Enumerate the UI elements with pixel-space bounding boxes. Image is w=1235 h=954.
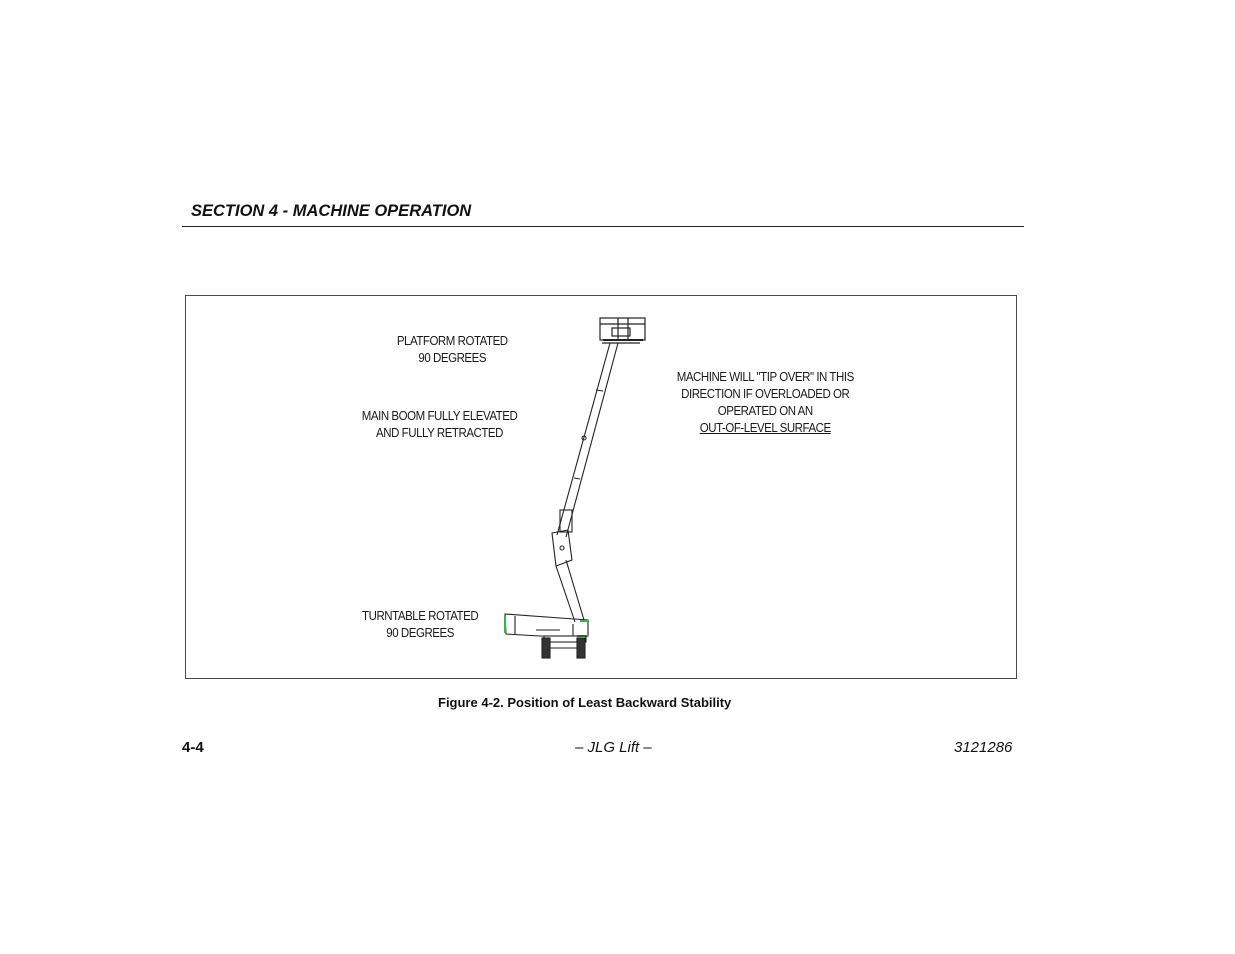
section-title: SECTION 4 - MACHINE OPERATION: [191, 202, 472, 220]
document-number: 3121286: [954, 739, 1013, 756]
turntable-rotated-label: TURNTABLE ROTATED 90 DEGREES: [362, 609, 479, 640]
turntable: [505, 614, 588, 636]
tip-over-warning-label: MACHINE WILL "TIP OVER" IN THIS DIRECTION IF OVERLOADED OR OPERATED ON AN OUT-OF-LEVEL SURFACE: [676, 370, 854, 435]
footer-brand: – JLG Lift –: [575, 739, 652, 756]
chassis-wheels: [542, 636, 586, 658]
page-number: 4-4: [182, 739, 204, 756]
lower-boom: [552, 530, 584, 622]
main-boom: [557, 343, 618, 537]
main-boom-label: MAIN BOOM FULLY ELEVATED AND FULLY RETRACTED: [361, 409, 518, 440]
figure-caption: Figure 4-2. Position of Least Backward Stability: [438, 695, 732, 710]
platform-rotated-label: PLATFORM ROTATED 90 DEGREES: [396, 334, 508, 365]
platform-basket: [600, 318, 645, 343]
turntable-accent: [505, 615, 589, 636]
